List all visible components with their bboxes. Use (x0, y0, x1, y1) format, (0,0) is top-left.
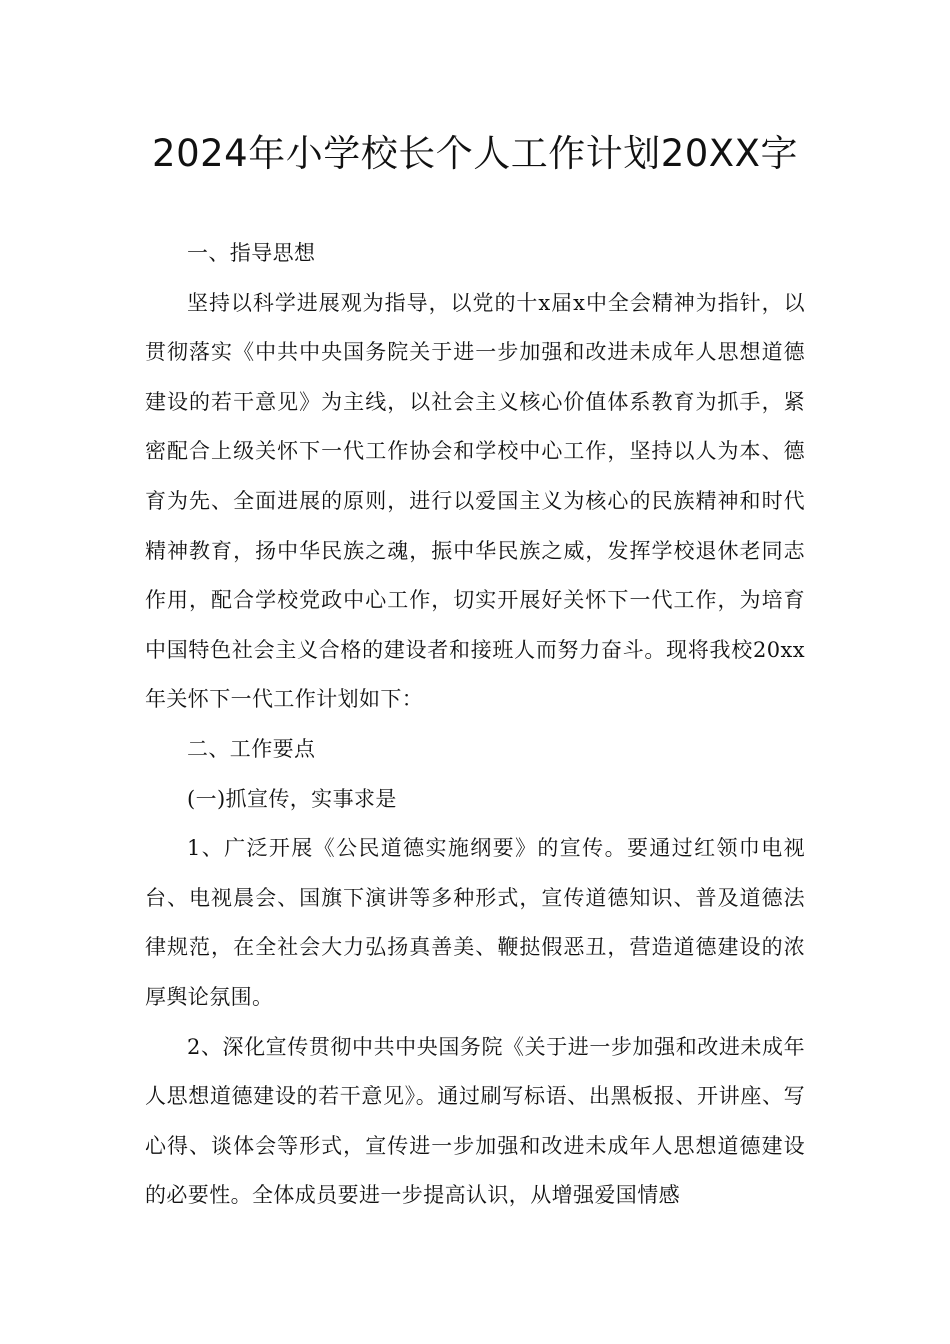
document-title: 2024年小学校长个人工作计划20XX字 (152, 132, 798, 175)
subheading-publicity: (一)抓宣传，实事求是 (187, 786, 397, 811)
heading-work-points: 二、工作要点 (187, 736, 316, 761)
paragraph-guiding-ideology: 坚持以科学进展观为指导，以党的十x届x中全会精神为指针，以贯彻落实《中共中央国务院关于进一步加强和改进未成年人思想道德建设的若干意见》为主线，以社会主义核心价值体系教育为抓手，紧密配合上级关怀下一代工作协会和学校中心工作，坚持以人为本、德育为先、全面进展的原则，进行以爱国主义为核心的民族精神和时代精神教育，扬中华民族之魂，振中华民族之威，发挥学校退休老同志作用，配合学校党政中心工作，切实开展好关怀下一代工作，为培育中国特色社会主义合格的建设者和接班人而努力奋斗。现将我校20xx年关怀下一代工作计划如下： (145, 290, 805, 712)
document-body (145, 229, 805, 1221)
paragraph-item-1: 1、广泛开展《公民道德实施纲要》的宣传。要通过红领巾电视台、电视晨会、国旗下演讲等多种形式，宣传道德知识、普及道德法律规范，在全社会大力弘扬真善美、鞭挞假恶丑，营造道德建设的浓厚舆论氛围。 (145, 836, 805, 1009)
heading-guiding-ideology: 一、指导思想 (187, 241, 316, 265)
paragraph-item-2: 2、深化宣传贯彻中共中央国务院《关于进一步加强和改进未成年人思想道德建设的若干意见》。通过刷写标语、出黑板报、开讲座、写心得、谈体会等形式，宣传进一步加强和改进未成年人思想道德建设的必要性。全体成员要进一步提高认识，从增强爱国情感 (145, 1034, 805, 1208)
